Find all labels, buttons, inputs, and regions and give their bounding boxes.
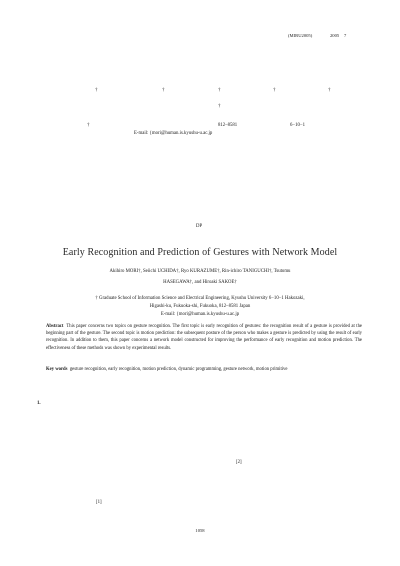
jp-keyword-dp: DP: [196, 224, 203, 229]
jp-affil-dagger: †: [87, 123, 90, 128]
jp-email: E-mail: {mori@human.is.kyushu-u.ac.jp: [134, 131, 213, 136]
conference-tag: (MIRU2005): [288, 33, 313, 38]
citation-1: [1]: [96, 500, 102, 505]
keywords-label: Key words: [46, 367, 68, 372]
affiliation-line-1: † Graduate School of Information Science and Electrical Engineering, Kyushu University 6−10−1 Hakozaki,: [95, 296, 305, 301]
section-1-heading: 1.: [37, 401, 41, 406]
abstract-text: This paper concerns two topics on gesture recognition. The first topic is early recognition of gestures: the recognition result of a gesture is provided at the beginning part of the gesture. The second topic is motion prediction: the subsequent posture of the person who makes a gesture is predicted by using the result of early recognition. In addition to them, this paper concerns a network model constructed for improving the performance of early recognition and motion prediction. The effectiveness of these methods was shown by experimental results.: [46, 324, 363, 351]
jp-dagger: †: [162, 88, 165, 93]
keywords: [46, 366, 362, 373]
year-tag: 2005: [330, 33, 340, 38]
month-tag: 7: [344, 33, 347, 38]
citation-2: [2]: [236, 460, 242, 465]
jp-dagger: †: [328, 88, 331, 93]
authors-line-1: Akihiro MORI†, Seiichi UCHIDA†, Ryo KURAZUME†, Rin-ichiro TANIGUCHI†, Tsutomu: [109, 269, 291, 274]
jp-dagger: †: [95, 88, 98, 93]
abstract: [46, 323, 362, 352]
affiliation-email: E-mail: {mori@human.is.kyushu-u.ac.jp: [160, 312, 240, 317]
jp-dagger-row2: †: [218, 104, 221, 109]
keywords-text: gesture recognition, early recognition, motion prediction, dynamic programming, gesture network, motion primitive: [69, 367, 288, 372]
abstract-label: Abstract: [46, 324, 64, 329]
page-number: 1058: [195, 528, 205, 533]
affiliation-line-2: Higashi-ku, Fukuoka-shi, Fukuoka, 812–8581 Japan: [149, 304, 251, 309]
jp-dagger: †: [273, 88, 276, 93]
paper-title: Early Recognition and Prediction of Gestures with Network Model: [62, 247, 338, 258]
jp-dagger: †: [218, 88, 221, 93]
authors-line-2: HASEGAWA†, and Hiroaki SAKOE†: [163, 280, 237, 285]
jp-address: 6−10−1: [290, 123, 306, 128]
jp-postal-code: 812–8581: [218, 123, 238, 128]
